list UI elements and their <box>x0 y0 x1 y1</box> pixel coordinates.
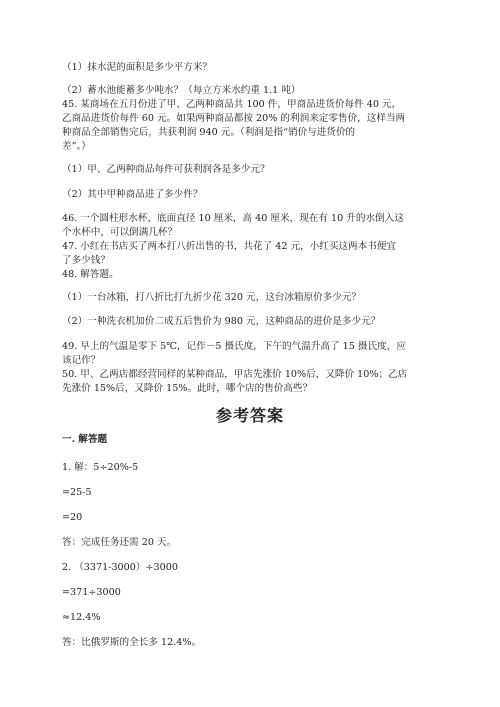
answer-1-line-3: =20 <box>62 512 83 523</box>
question-47-line-1: 47. 小红在书店买了两本打八折出售的书，共花了 42 元，小红买这两本书便宜 <box>62 241 397 252</box>
answer-2-line-4: 答：比俄罗斯的全长多 12.4%。 <box>62 637 202 648</box>
answer-1-line-1: 1. 解：5÷20%-5 <box>62 462 139 473</box>
answer-2-line-3: ≈12.4% <box>62 612 101 623</box>
question-50-line-1: 50. 甲、乙两店都经营同样的某种商品，甲店先涨价 10%后，又降价 10%；乙店 <box>62 369 408 380</box>
question-48-heading: 48. 解答题。 <box>62 269 119 280</box>
section-heading: 一. 解答题 <box>62 434 108 445</box>
answer-2-line-1: 2. （3371-3000）÷3000 <box>62 562 178 573</box>
question-50-line-2: 先涨价 15%后，又降价 15%。此时，哪个店的售价高些？ <box>62 383 313 394</box>
answer-2-line-2: =371÷3000 <box>62 587 121 598</box>
question-45-line-1: 45. 某商场在五月份进了甲、乙两种商品共 100 件，甲商品进货价每件 40 元， <box>62 99 402 110</box>
question-45-part-1: （1）甲、乙两种商品每件可获利润各是多少元？ <box>62 164 270 175</box>
question-44-part-2: （2）蓄水池能蓄多少吨水？（每立方米水约重 1.1 吨） <box>62 85 301 96</box>
question-49-line-1: 49. 早上的气温是零下 5℃，记作－5 摄氏度，下午的气温升高了 15 摄氏度，应 <box>62 341 406 352</box>
answer-1-line-2: =25-5 <box>62 487 92 498</box>
question-46-line-1: 46. 一个圆柱形水杯，底面直径 10 厘米，高 40 厘米，现在有 10 升的水倒入这 <box>62 213 404 224</box>
question-45-line-4: 差”。） <box>62 141 91 152</box>
question-46-line-2: 个水杯中，可以倒满几杯？ <box>62 227 178 238</box>
question-45-part-2: （2）其中甲种商品进了多少件？ <box>62 189 203 200</box>
question-49-line-2: 该记作？ <box>62 355 101 366</box>
question-45-line-2: 乙商品进货价每件 60 元。如果两种商品都按 20% 的利润来定零售价，这样当两 <box>62 113 406 124</box>
question-48-part-2: （2）一种洗衣机加价二成五后售价为 980 元，这种商品的进价是多少元？ <box>62 316 381 327</box>
question-45-line-3: 种商品全部销售完后，共获利润 940 元。（利润是指“销价与进货价的 <box>62 127 356 138</box>
answer-key-title: 参考答案 <box>215 406 284 425</box>
answer-1-line-4: 答：完成任务还需 20 天。 <box>62 537 177 548</box>
question-44-part-1: （1）抹水泥的面积是多少平方米？ <box>62 62 213 73</box>
question-48-part-1: （1）一台冰箱，打八折比打九折少花 320 元，这台冰箱原价多少元？ <box>62 292 362 303</box>
question-47-line-2: 了多少钱？ <box>62 255 110 266</box>
